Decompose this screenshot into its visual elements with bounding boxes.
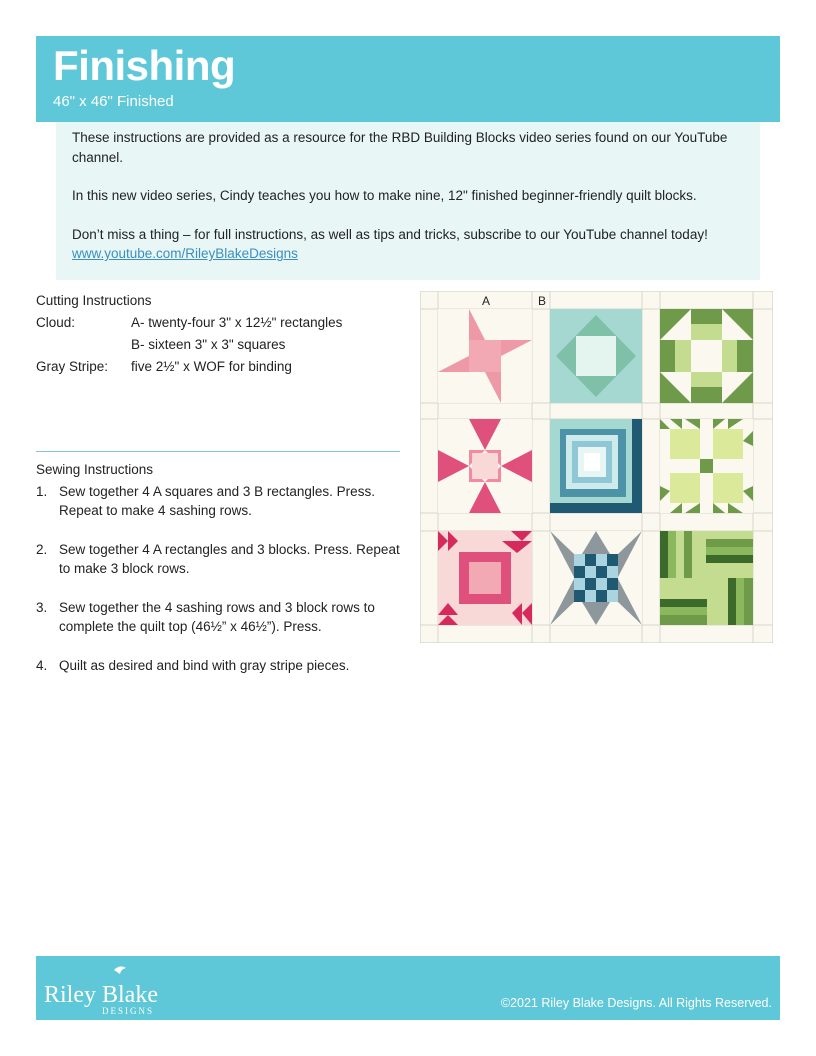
sewing-heading: Sewing Instructions xyxy=(36,462,154,477)
cutting-label xyxy=(36,334,131,356)
quilt-layout-diagram xyxy=(420,291,773,643)
block-lime-bear-paw xyxy=(660,419,753,513)
cutting-value: five 2½" x WOF for binding xyxy=(131,359,292,374)
block-pink-star xyxy=(438,309,532,403)
riley-blake-logo xyxy=(44,964,184,1016)
sewing-step xyxy=(36,656,406,676)
step-number: 2. xyxy=(36,541,48,557)
step-number: 3. xyxy=(36,599,48,615)
block-magenta-geese xyxy=(438,531,532,625)
intro-box xyxy=(56,122,760,280)
footer-banner xyxy=(36,956,780,1020)
header-banner xyxy=(36,36,780,122)
sewing-step xyxy=(36,482,406,521)
block-teal-log-cabin xyxy=(550,419,642,513)
copyright-text: ©2021 Riley Blake Designs. All Rights Reserved. xyxy=(500,996,772,1010)
sewing-instructions xyxy=(36,460,406,694)
label-b: B xyxy=(537,294,547,308)
sewing-step xyxy=(36,598,406,637)
page-subtitle: 46" x 46" Finished xyxy=(53,93,174,110)
step-text: Sew together 4 A squares and 3 B rectangles. Press. Repeat to make 4 sashing rows. xyxy=(59,483,375,518)
intro-paragraph-1: These instructions are provided as a resource for the RBD Building Blocks video series found on our YouTube channel. xyxy=(72,130,728,165)
logo-text: Riley Blake xyxy=(44,982,158,1008)
step-number: 1. xyxy=(36,483,48,499)
cutting-value: A- twenty-four 3" x 12½" rectangles xyxy=(131,315,343,330)
block-green-rail-fence xyxy=(660,531,753,625)
intro-paragraph-3 xyxy=(72,225,744,264)
cutting-heading: Cutting Instructions xyxy=(36,293,152,308)
cutting-row xyxy=(36,334,406,356)
block-magenta-star xyxy=(438,419,532,513)
step-number: 4. xyxy=(36,657,48,673)
sewing-steps xyxy=(36,482,406,676)
cutting-row xyxy=(36,312,406,334)
intro-paragraph-2: In this new video series, Cindy teaches you how to make nine, 12" finished beginner-friendly quilt blocks. xyxy=(72,188,697,203)
block-gray-checker-star xyxy=(550,531,642,625)
bird-icon xyxy=(114,966,126,974)
step-text: Sew together 4 A rectangles and 3 blocks. Press. Repeat to make 3 block rows. xyxy=(59,541,400,576)
cutting-row xyxy=(36,356,406,378)
page-title: Finishing xyxy=(53,42,236,89)
label-a: A xyxy=(481,294,491,308)
cutting-label: Cloud: xyxy=(36,315,76,330)
block-green-churn-dash xyxy=(660,309,753,403)
logo-subtext: DESIGNS xyxy=(102,1006,155,1016)
intro-paragraph-3-text: Don’t miss a thing – for full instructions, as well as tips and tricks, subscribe to our YouTube channel today! xyxy=(72,226,708,242)
cutting-label: Gray Stripe: xyxy=(36,359,109,374)
block-mint-square xyxy=(550,309,642,403)
section-divider xyxy=(36,451,400,452)
youtube-link[interactable]: www.youtube.com/RileyBlakeDesigns xyxy=(72,246,298,261)
cutting-instructions xyxy=(36,290,406,378)
cutting-value: B- sixteen 3" x 3" squares xyxy=(131,337,286,352)
step-text: Quilt as desired and bind with gray stripe pieces. xyxy=(59,657,350,673)
step-text: Sew together the 4 sashing rows and 3 block rows to complete the quilt top (46½” x 46½”). Press. xyxy=(59,599,375,634)
sewing-step xyxy=(36,540,406,579)
